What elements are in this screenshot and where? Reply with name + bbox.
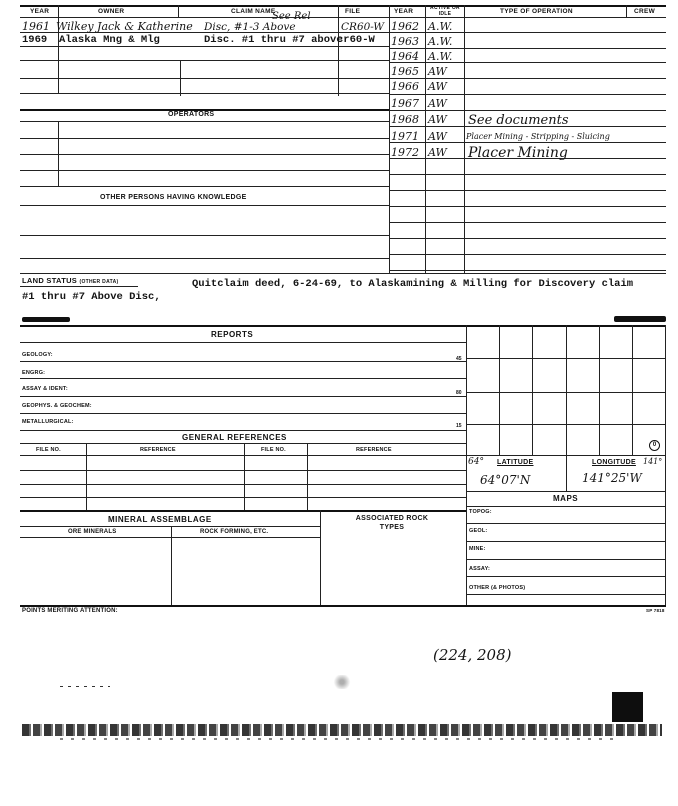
rule xyxy=(20,170,389,171)
rule xyxy=(389,5,390,273)
owner-row-2-claim: Disc. #1 thru #7 above xyxy=(204,34,343,46)
rule xyxy=(464,5,465,273)
rule xyxy=(466,594,665,595)
activity-status-1962: A.W. xyxy=(428,20,453,33)
activity-status-1972: AW xyxy=(428,146,447,159)
rule xyxy=(466,491,665,492)
rule xyxy=(20,342,466,343)
rule xyxy=(20,273,666,274)
rule xyxy=(425,5,426,273)
type-of-operation-header: TYPE OF OPERATION xyxy=(500,8,573,15)
rule xyxy=(532,325,533,455)
rule xyxy=(20,484,466,485)
rule xyxy=(466,541,665,542)
rule xyxy=(466,325,467,605)
activity-status-1967: AW xyxy=(428,97,447,110)
rule xyxy=(20,286,138,287)
rule xyxy=(20,60,389,61)
owner-row-1-claim: Disc, #1-3 Above xyxy=(204,21,296,33)
activity-year-1971: 1971 xyxy=(391,130,419,143)
rule xyxy=(632,325,633,455)
rule xyxy=(20,325,666,327)
rule xyxy=(338,5,339,96)
rule xyxy=(389,110,666,111)
activity-year-1962: 1962 xyxy=(391,20,419,33)
active-idle-header: ACTIVE OR IDLE xyxy=(430,5,460,17)
rule xyxy=(171,526,172,605)
rule xyxy=(389,206,666,207)
scan-noise-line xyxy=(60,686,110,687)
crew-header: CREW xyxy=(634,8,656,15)
land-status-label: LAND STATUS (OTHER DATA) xyxy=(22,276,119,285)
gr-reference-2: REFERENCE xyxy=(356,447,392,453)
rule xyxy=(566,455,567,491)
map-topog: TOPOG: xyxy=(469,509,492,515)
rule xyxy=(20,430,466,431)
activity-year-1972: 1972 xyxy=(391,146,419,159)
rule xyxy=(466,392,665,393)
activity-operation-1968: See documents xyxy=(468,113,569,128)
report-assay-num: 80 xyxy=(456,390,462,396)
scan-mark xyxy=(614,316,666,322)
rule xyxy=(566,325,567,455)
mineral-assemblage-title: MINERAL ASSEMBLAGE xyxy=(108,515,212,524)
activity-year-1967: 1967 xyxy=(391,97,419,110)
rule xyxy=(20,378,466,379)
rule xyxy=(20,526,320,527)
owner-header: OWNER xyxy=(98,8,125,15)
report-engrg: ENGRG: xyxy=(22,370,46,376)
rule xyxy=(466,559,665,560)
rule xyxy=(389,48,666,49)
other-persons-label: OTHER PERSONS HAVING KNOWLEDGE xyxy=(100,194,247,201)
top-border xyxy=(20,5,666,7)
rule xyxy=(20,78,389,79)
longitude-value: 141°25'W xyxy=(582,471,642,485)
rule xyxy=(20,205,389,206)
rule xyxy=(466,576,665,577)
scan-mark xyxy=(22,317,70,322)
rule xyxy=(20,396,466,397)
activity-year-1966: 1966 xyxy=(391,80,419,93)
associated-rock-types-label: ASSOCIATED ROCK TYPES xyxy=(355,515,429,531)
gr-file-no-1: FILE NO. xyxy=(36,447,61,453)
general-references-title: GENERAL REFERENCES xyxy=(182,433,287,442)
rule xyxy=(20,361,466,362)
rule xyxy=(389,254,666,255)
rule xyxy=(466,506,665,507)
activity-year-1965: 1965 xyxy=(391,65,419,78)
report-metallurgical: METALLURGICAL: xyxy=(22,419,74,425)
points-meriting-attention-label: POINTS MERITING ATTENTION: xyxy=(22,608,118,614)
rule xyxy=(665,325,666,605)
rule xyxy=(20,413,466,414)
rule xyxy=(20,121,389,122)
rule xyxy=(389,222,666,223)
land-status-line-2: #1 thru #7 Above Disc, xyxy=(22,291,161,303)
activity-status-1963: A.W. xyxy=(428,35,453,48)
activity-operation-1972: Placer Mining xyxy=(468,145,568,161)
rule xyxy=(178,5,179,18)
latitude-label: LATITUDE xyxy=(497,459,534,466)
rule xyxy=(499,325,500,455)
owner-row-2-year: 1969 xyxy=(22,34,48,46)
activity-year-1963: 1963 xyxy=(391,35,419,48)
ore-minerals-label: ORE MINERALS xyxy=(68,529,117,535)
rule xyxy=(20,235,389,236)
report-metallurgical-num: 15 xyxy=(456,423,462,429)
owner-row-1-file: CR60-W xyxy=(341,21,385,33)
rule xyxy=(466,523,665,524)
rule xyxy=(307,443,308,510)
year-header: YEAR xyxy=(30,8,50,15)
rule xyxy=(20,154,389,155)
longitude-label: LONGITUDE xyxy=(592,459,636,466)
owner-row-2-file: cr60-W xyxy=(337,34,375,46)
rule xyxy=(20,510,466,512)
rock-forming-label: ROCK FORMING, ETC. xyxy=(200,529,269,535)
rule xyxy=(389,94,666,95)
scan-speck xyxy=(330,675,354,689)
rule xyxy=(389,78,666,79)
activity-status-1971: AW xyxy=(428,130,447,143)
maps-title: MAPS xyxy=(553,494,579,503)
owner-row-2-owner: Alaska Mng & Mlg xyxy=(59,34,160,46)
activity-year-1964: 1964 xyxy=(391,50,419,63)
scan-noise-band xyxy=(22,724,662,736)
rule xyxy=(389,174,666,175)
rule xyxy=(58,5,59,93)
map-assay: ASSAY: xyxy=(469,566,491,572)
rule xyxy=(466,424,665,425)
activity-status-1964: A.W. xyxy=(428,50,453,63)
rule xyxy=(599,325,600,455)
longitude-suffix: 141° xyxy=(643,457,663,466)
activity-status-1965: AW xyxy=(428,65,447,78)
land-status-line-1: Quitclaim deed, 6-24-69, to Alaskamining & Milling for Discovery claim xyxy=(192,278,634,290)
gr-reference-1: REFERENCE xyxy=(140,447,176,453)
owner-row-1-owner: Wilkey Jack & Katherine xyxy=(56,20,193,33)
owner-row-1-claim-note: See Rel xyxy=(272,11,311,22)
rule xyxy=(626,5,627,18)
activity-operation-1971: Placer Mining - Stripping - Sluicing xyxy=(466,132,610,141)
rule xyxy=(20,46,389,47)
rule xyxy=(389,270,666,271)
rule xyxy=(320,510,321,605)
report-geology: GEOLOGY: xyxy=(22,352,53,358)
gr-file-no-2: FILE NO. xyxy=(261,447,286,453)
rule xyxy=(86,443,87,510)
rule xyxy=(20,186,389,187)
file-header: FILE xyxy=(345,8,361,15)
claim-name-header: CLAIM NAME xyxy=(231,8,276,15)
handwritten-coordinates: (224, 208) xyxy=(433,646,512,664)
activity-status-1966: AW xyxy=(428,80,447,93)
rule xyxy=(20,138,389,139)
rule xyxy=(20,258,389,259)
form-number: SP 7818 xyxy=(646,608,665,613)
rule xyxy=(20,470,466,471)
rule xyxy=(389,190,666,191)
map-mine: MINE: xyxy=(469,546,486,552)
activity-year-1968: 1968 xyxy=(391,113,419,126)
rule xyxy=(20,537,320,538)
year2-header: YEAR xyxy=(394,8,414,15)
operators-label: OPERATORS xyxy=(168,111,215,118)
rule xyxy=(389,238,666,239)
activity-status-1968: AW xyxy=(428,113,447,126)
rule xyxy=(466,358,665,359)
owner-row-1-year: 1961 xyxy=(22,20,50,33)
latitude-prefix: 64° xyxy=(468,457,484,467)
reports-title: REPORTS xyxy=(211,330,254,339)
grid-circle-mark: 0 xyxy=(649,440,660,451)
rule xyxy=(20,497,466,498)
rule xyxy=(20,93,389,94)
scan-noise-line xyxy=(60,738,620,740)
map-other: OTHER (& PHOTOS) xyxy=(469,585,526,591)
latitude-value: 64°07'N xyxy=(480,473,531,487)
report-geology-num: 45 xyxy=(456,356,462,362)
rule xyxy=(244,443,245,510)
registration-mark xyxy=(612,692,643,722)
map-geol: GEOL: xyxy=(469,528,488,534)
report-geophys: GEOPHYS. & GEOCHEM: xyxy=(22,403,92,409)
header-bottom-rule xyxy=(20,17,666,18)
report-assay: ASSAY & IDENT: xyxy=(22,386,68,392)
rule xyxy=(20,605,666,607)
